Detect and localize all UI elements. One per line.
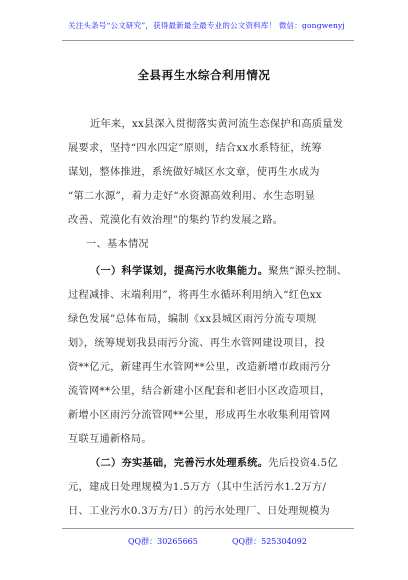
document-title: 全县再生水综合利用情况 [137,68,271,82]
intro-line: “第二水源”，着力走好“水资源高效利用、水生态明显 [68,191,316,202]
paragraph-line: 过程减排、末端利用”，将再生水循环利用纳入“红色xx [68,290,322,301]
paragraph-line: 资**亿元，新建再生水管网**公里，改造新增市政雨污分 [68,362,331,373]
footer-divider [62,528,354,529]
paragraph-line: 新增小区雨污分流管网**公里，形成再生水收集利用管网 [68,410,331,421]
header-banner: 关注头条号“公文研究”，获得最新最全最专业的公文资料库！ 微信：gongwenyj [68,21,345,30]
paragraph-lead: （二）夯实基础，完善污水处理系统。 [90,457,269,469]
intro-paragraph [68,113,364,233]
paragraph-first-line [68,451,364,476]
intro-line: 展要求，坚持“四水四定”原则，结合xx水系特征，统筹 [68,143,322,154]
intro-line: 改善、荒漠化有效治理”的集约节约发展之路。 [68,215,284,226]
paragraph-line: 互联互通新格局。 [68,434,152,445]
intro-line: 谋划，整体推进，系统做好城区水文章，使再生水成为 [68,167,320,178]
intro-line: 近年来，xx县深入贯彻落实黄河流生态保护和高质量发 [90,119,344,130]
paragraph-lead: （一）科学谋划，提高污水收集能力。 [90,265,269,277]
paragraph-line: 元，建成日处理规模为1.5万方（其中生活污水1.2万方/ [68,482,327,493]
footer-qq-group-2: QQ群：525304092 [232,537,307,546]
paragraph-line: 划》，统筹规划我县雨污分流、再生水管网建设项目，投 [68,338,326,349]
footer-qq-group-1: QQ群：30265665 [128,537,198,546]
paragraph-line: 日、工业污水0.3万方/日）的污水处理厂、日处理规模为 [68,506,331,517]
paragraph-planning [68,259,364,452]
paragraph-line: 绿色发展”总体布局，编制《xx县城区雨污分流专项规 [68,314,317,325]
paragraph-text: 聚焦“源头控制、 [268,266,348,277]
header-divider [62,40,354,41]
paragraph-line: 流管网**公里，结合新建小区配套和老旧小区改造项目， [68,386,331,397]
paragraph-first-line [68,259,364,284]
paragraph-text: 先后投资4.5亿 [268,458,338,469]
paragraph-infrastructure [68,451,364,524]
section-heading: 一、基本情况 [86,239,149,250]
